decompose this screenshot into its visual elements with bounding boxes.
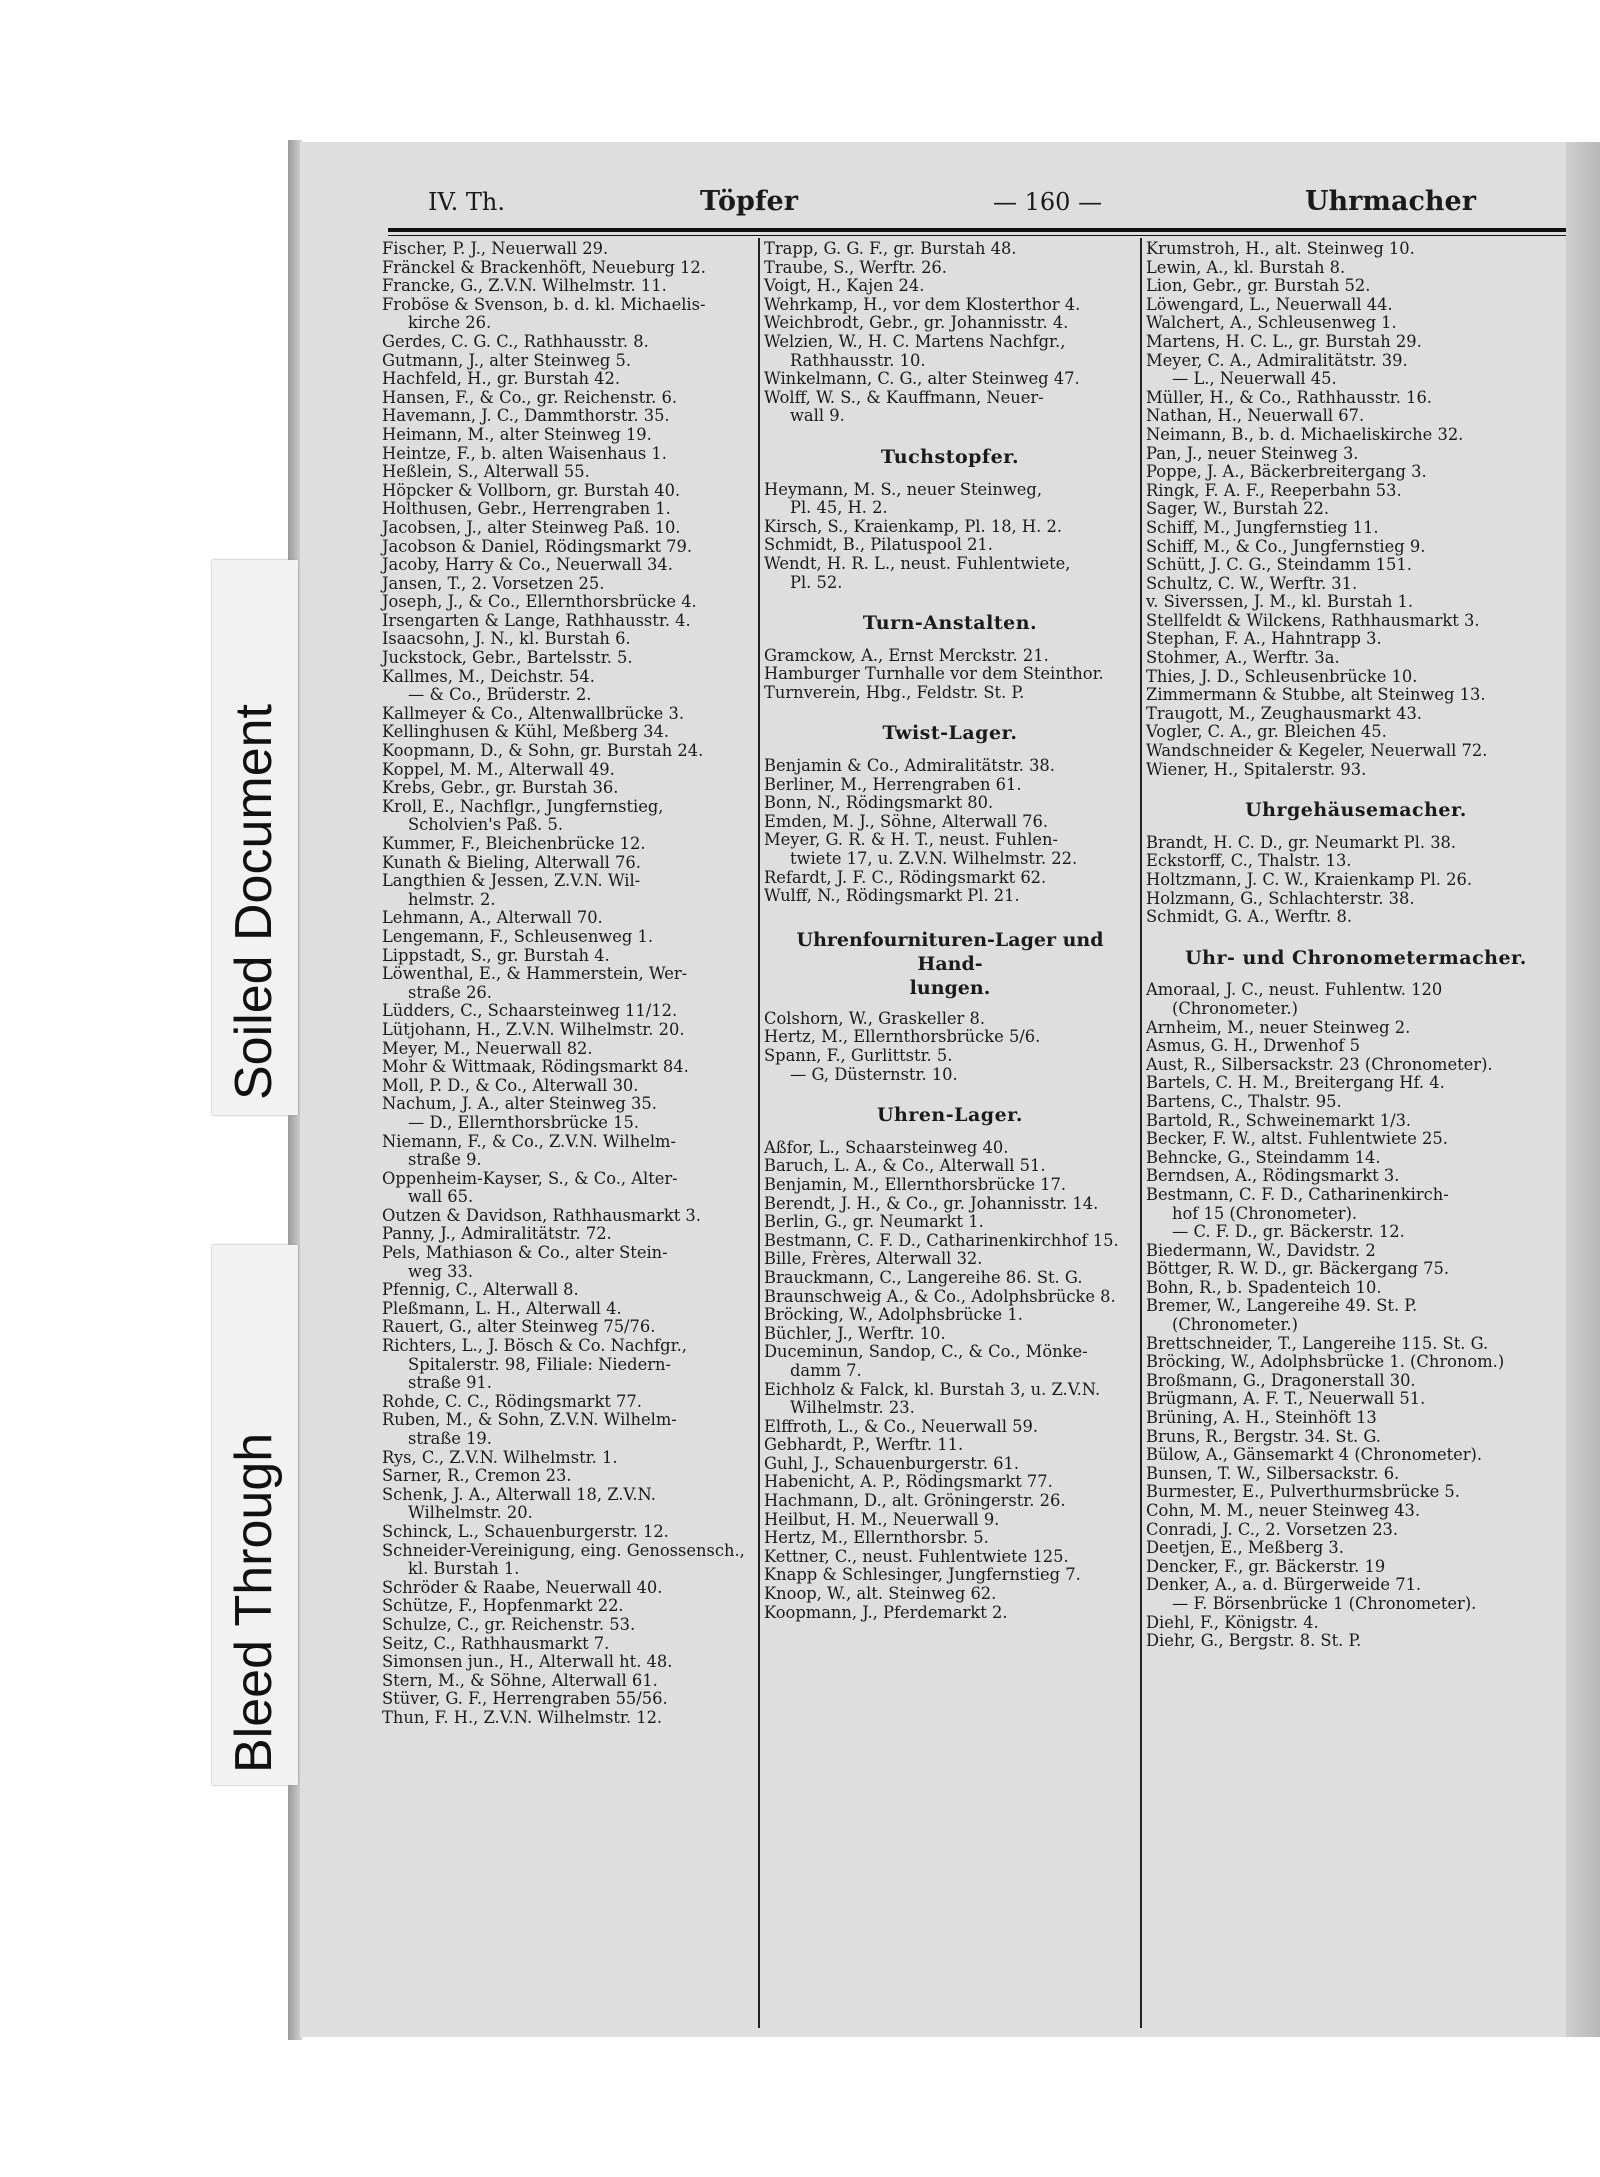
directory-entry: Burmester, E., Pulverthurmsbrücke 5. [1146, 1482, 1460, 1502]
directory-entry: Schiff, M., & Co., Jungfernstieg 9. [1146, 536, 1426, 556]
directory-entry: Brettschneider, T., Langereihe 115. St. G. [1146, 1333, 1489, 1353]
directory-entry: Dencker, F., gr. Bäckerstr. 19 [1146, 1556, 1386, 1576]
directory-entry: Becker, F. W., altst. Fuhlentwiete 25. [1146, 1129, 1448, 1149]
directory-entry: Berndsen, A., Rödingsmarkt 3. [1146, 1166, 1400, 1186]
directory-entry: Neimann, B., b. d. Michaeliskirche 32. [1146, 424, 1464, 444]
entry-continuation: Rathhausstr. 10. [790, 350, 926, 370]
entry-continuation: — D., Ellernthorsbrücke 15. [408, 1112, 640, 1132]
directory-entry: Weichbrodt, Gebr., gr. Johannisstr. 4. [764, 313, 1069, 333]
directory-entry: Outzen & Davidson, Rathhausmarkt 3. [382, 1205, 701, 1225]
category-heading: Tuchstopfer. [880, 445, 1020, 468]
entry-continuation: wall 9. [790, 406, 845, 426]
directory-entry: Lewin, A., kl. Burstah 8. [1146, 257, 1346, 277]
directory-entry: Lion, Gebr., gr. Burstah 52. [1146, 276, 1371, 296]
directory-entry: Voigt, H., Kajen 24. [764, 276, 925, 296]
entry-continuation: — & Co., Brüderstr. 2. [408, 685, 592, 705]
directory-entry: Spann, F., Gurlittstr. 5. [764, 1046, 953, 1065]
directory-entry: Traube, S., Werftr. 26. [764, 257, 947, 277]
part-label: IV. Th. [428, 188, 505, 216]
directory-entry: Knapp & Schlesinger, Jungfernstieg 7. [764, 1565, 1081, 1585]
directory-entry: Aßfor, L., Schaarsteinweg 40. [764, 1137, 1009, 1157]
directory-entry: Kellinghusen & Kühl, Meßberg 34. [382, 722, 670, 742]
directory-entry: Arnheim, M., neuer Steinweg 2. [1146, 1017, 1411, 1037]
directory-entry: Knoop, W., alt. Steinweg 62. [764, 1584, 997, 1604]
directory-entry: Joseph, J., & Co., Ellernthorsbrücke 4. [382, 592, 697, 612]
entry-continuation: Pl. 52. [790, 572, 843, 592]
directory-entry: Eichholz & Falck, kl. Burstah 3, u. Z.V.N. [764, 1379, 1101, 1399]
directory-entry: Berendt, J. H., & Co., gr. Johannisstr. 14. [764, 1193, 1099, 1213]
directory-entry: Hachmann, D., alt. Gröningerstr. 26. [764, 1491, 1066, 1511]
entry-continuation: — G, Düsternstr. 10. [790, 1064, 958, 1084]
directory-entry: Schütze, F., Hopfenmarkt 22. [382, 1596, 624, 1616]
directory-entry: Stohmer, A., Werftr. 3a. [1146, 648, 1340, 668]
directory-entry: Seitz, C., Rathhausmarkt 7. [382, 1633, 610, 1653]
category-heading: Uhren-Lager. [876, 1104, 1024, 1127]
directory-entry: Diehl, F., Königstr. 4. [1146, 1612, 1319, 1632]
entry-continuation: straße 19. [408, 1429, 492, 1448]
directory-entry: Lengemann, F., Schleusenweg 1. [382, 926, 654, 946]
directory-entry: Stellfeldt & Wilckens, Rathhausmarkt 3. [1146, 610, 1480, 630]
page-number: — 160 — [993, 188, 1103, 216]
directory-entry: Kunath & Bieling, Alterwall 76. [382, 852, 641, 872]
directory-entry: Irsengarten & Lange, Rathhausstr. 4. [382, 610, 691, 630]
directory-entry: Pleßmann, L. H., Alterwall 4. [382, 1298, 622, 1318]
directory-entry: Büchler, J., Werftr. 10. [764, 1323, 946, 1343]
directory-entry: Wolff, W. S., & Kauffmann, Neuer- [764, 387, 1044, 407]
entry-continuation: Scholvien's Paß. 5. [408, 815, 563, 835]
directory-entry: Schulze, C., gr. Reichenstr. 53. [382, 1614, 636, 1634]
directory-entry: Heilbut, H. M., Neuerwall 9. [764, 1509, 1000, 1529]
directory-entry: Rauert, G., alter Steinweg 75/76. [382, 1317, 656, 1337]
directory-entry: Nachum, J. A., alter Steinweg 35. [382, 1094, 657, 1114]
directory-entry: Thies, J. D., Schleusenbrücke 10. [1146, 666, 1418, 686]
directory-entry: Aust, R., Silbersackstr. 23 (Chronometer). [1146, 1054, 1493, 1074]
directory-entry: Schmidt, B., Pilatuspool 21. [764, 535, 993, 555]
directory-entry: Hachfeld, H., gr. Burstah 42. [382, 369, 621, 389]
directory-entry: Froböse & Svenson, b. d. kl. Michaelis- [382, 294, 706, 314]
directory-entry: Schenk, J. A., Alterwall 18, Z.V.N. [382, 1484, 656, 1504]
directory-entry: Moll, P. D., & Co., Alterwall 30. [382, 1075, 639, 1095]
entry-continuation: Pl. 45, H. 2. [790, 498, 888, 518]
bleed-through-tab [212, 1245, 298, 1785]
directory-entry: Walchert, A., Schleusenweg 1. [1146, 313, 1397, 333]
directory-entry: Bonn, N., Rödingsmarkt 80. [764, 793, 994, 813]
directory-entry: Trapp, G. G. F., gr. Burstah 48. [764, 239, 1017, 258]
directory-entry: Schiff, M., Jungfernstieg 11. [1146, 517, 1379, 537]
directory-entry: Berlin, G., gr. Neumarkt 1. [764, 1212, 984, 1232]
directory-entry: v. Siverssen, J. M., kl. Burstah 1. [1146, 592, 1414, 612]
directory-entry: Schinck, L., Schauenburgerstr. 12. [382, 1521, 669, 1541]
section-title-left: Töpfer [700, 186, 798, 217]
entry-continuation: — C. F. D., gr. Bäckerstr. 12. [1172, 1222, 1405, 1242]
directory-entry: Richters, L., J. Bösch & Co. Nachfgr., [382, 1336, 687, 1356]
directory-entry: Panny, J., Admiralitätstr. 72. [382, 1224, 612, 1244]
directory-entry: Hamburger Turnhalle vor dem Steinthor. [764, 664, 1104, 684]
category-heading: Uhrenfournituren-Lager und Hand- lungen. [796, 928, 1104, 999]
directory-entry: Braunschweig A., & Co., Adolphsbrücke 8. [764, 1286, 1116, 1306]
directory-entry: Duceminun, Sandop, C., & Co., Mönke- [764, 1342, 1088, 1362]
directory-entry: Schneider-Vereinigung, eing. Genossensch., [382, 1540, 745, 1560]
directory-entry: Schmidt, G. A., Werftr. 8. [1146, 907, 1353, 927]
category-heading: Twist-Lager. [882, 722, 1018, 745]
directory-entry: Havemann, J. C., Dammthorstr. 35. [382, 406, 670, 426]
directory-entry: Mohr & Wittmaak, Rödingsmarkt 84. [382, 1057, 689, 1077]
entry-continuation: twiete 17, u. Z.V.N. Wilhelmstr. 22. [790, 849, 1078, 869]
directory-entry: Sarner, R., Cremon 23. [382, 1466, 572, 1486]
directory-entry: Kroll, E., Nachflgr., Jungfernstieg, [382, 796, 664, 816]
directory-entry: Krebs, Gebr., gr. Burstah 36. [382, 778, 619, 798]
directory-entry: Löwengard, L., Neuerwall 44. [1146, 294, 1393, 314]
directory-entry: Francke, G., Z.V.N. Wilhelmstr. 11. [382, 276, 667, 296]
directory-entry: Wandschneider & Kegeler, Neuerwall 72. [1146, 741, 1488, 761]
directory-entry: Elffroth, L., & Co., Neuerwall 59. [764, 1416, 1039, 1436]
directory-entry: Bestmann, C. F. D., Catharinenkirch- [1146, 1184, 1449, 1204]
directory-entry: Koopmann, J., Pferdemarkt 2. [764, 1602, 1008, 1622]
directory-entry: Niemann, F., & Co., Z.V.N. Wilhelm- [382, 1131, 676, 1151]
column-separator-1 [758, 238, 760, 2028]
entry-continuation: kirche 26. [408, 313, 492, 333]
directory-column-2 [764, 240, 1136, 1622]
directory-entry: Pfennig, C., Alterwall 8. [382, 1280, 579, 1300]
directory-entry: Holthusen, Gebr., Herrengraben 1. [382, 499, 671, 519]
directory-entry: Stüver, G. F., Herrengraben 55/56. [382, 1689, 668, 1709]
directory-entry: Langthien & Jessen, Z.V.N. Wil- [382, 871, 641, 891]
directory-entry: Heimann, M., alter Steinweg 19. [382, 424, 652, 444]
directory-entry: Koppel, M. M., Alterwall 49. [382, 759, 615, 779]
directory-entry: Löwenthal, E., & Hammerstein, Wer- [382, 964, 688, 984]
directory-entry: Gramckow, A., Ernst Merckstr. 21. [764, 645, 1049, 665]
directory-entry: Pan, J., neuer Steinweg 3. [1146, 443, 1359, 463]
directory-entry: Bohn, R., b. Spadenteich 10. [1146, 1277, 1382, 1297]
directory-entry: Kallmeyer & Co., Altenwallbrücke 3. [382, 703, 685, 723]
directory-entry: Lehmann, A., Alterwall 70. [382, 908, 603, 928]
document-page [300, 142, 1580, 2037]
directory-entry: Baruch, L. A., & Co., Alterwall 51. [764, 1156, 1046, 1176]
bleed-through-label: Bleed Through [225, 1432, 283, 1773]
directory-entry: Kettner, C., neust. Fuhlentwiete 125. [764, 1546, 1069, 1566]
soiled-document-label: Soiled Document [225, 704, 283, 1100]
directory-entry: Pels, Mathiason & Co., alter Stein- [382, 1243, 668, 1263]
category-heading: Turn-Anstalten. [862, 612, 1038, 635]
directory-entry: Conradi, J. C., 2. Vorsetzen 23. [1146, 1519, 1399, 1539]
directory-entry: Heymann, M. S., neuer Steinweg, [764, 479, 1043, 499]
directory-entry: Wendt, H. R. L., neust. Fuhlentwiete, [764, 553, 1071, 573]
directory-entry: Wiener, H., Spitalerstr. 93. [1146, 759, 1367, 779]
directory-entry: Stern, M., & Söhne, Alterwall 61. [382, 1670, 658, 1690]
directory-entry: Holzmann, G., Schlachterstr. 38. [1146, 888, 1415, 908]
directory-entry: Lütjohann, H., Z.V.N. Wilhelmstr. 20. [382, 1019, 685, 1039]
directory-entry: Deetjen, E., Meßberg 3. [1146, 1538, 1344, 1558]
directory-entry: Guhl, J., Schauenburgerstr. 61. [764, 1453, 1020, 1473]
directory-entry: Biedermann, W., Davidstr. 2 [1146, 1240, 1376, 1260]
directory-entry: Turnverein, Hbg., Feldstr. St. P. [764, 682, 1025, 702]
entry-continuation: — L., Neuerwall 45. [1172, 369, 1337, 389]
directory-entry: Bruns, R., Bergstr. 34. St. G. [1146, 1426, 1381, 1446]
directory-entry: Brügmann, A. F. T., Neuerwall 51. [1146, 1389, 1426, 1409]
entry-continuation: hof 15 (Chronometer). [1172, 1203, 1358, 1223]
entry-continuation: damm 7. [790, 1360, 862, 1380]
directory-entry: Heintze, F., b. alten Waisenhaus 1. [382, 443, 667, 463]
directory-entry: Refardt, J. F. C., Rödingsmarkt 62. [764, 867, 1047, 887]
directory-entry: Bröcking, W., Adolphsbrücke 1. (Chronom.) [1146, 1352, 1505, 1372]
directory-entry: Asmus, G. H., Drwenhof 5 [1146, 1036, 1360, 1056]
directory-entry: Juckstock, Gebr., Bartelsstr. 5. [382, 648, 633, 668]
directory-entry: Schütt, J. C. G., Steindamm 151. [1146, 555, 1412, 575]
directory-entry: Kallmes, M., Deichstr. 54. [382, 666, 595, 686]
directory-entry: Jansen, T., 2. Vorsetzen 25. [382, 573, 605, 593]
directory-entry: Berliner, M., Herrengraben 61. [764, 774, 1022, 794]
directory-entry: Ringk, F. A. F., Reeperbahn 53. [1146, 480, 1402, 500]
directory-entry: Habenicht, A. P., Rödingsmarkt 77. [764, 1472, 1053, 1492]
directory-entry: Denker, A., a. d. Bürgerweide 71. [1146, 1575, 1422, 1595]
directory-entry: Hertz, M., Ellernthorsbr. 5. [764, 1528, 989, 1548]
entry-continuation: — F. Börsenbrücke 1 (Chronometer). [1172, 1593, 1477, 1613]
directory-entry: Rohde, C. C., Rödingsmarkt 77. [382, 1391, 642, 1411]
directory-entry: Diehr, G., Bergstr. 8. St. P. [1146, 1631, 1362, 1651]
entry-continuation: straße 26. [408, 982, 492, 1002]
header-rule-thin [388, 235, 1580, 236]
directory-entry: Martens, H. C. L., gr. Burstah 29. [1146, 331, 1422, 351]
directory-entry: Bremer, W., Langereihe 49. St. P. [1146, 1296, 1418, 1316]
directory-entry: Krumstroh, H., alt. Steinweg 10. [1146, 239, 1415, 258]
directory-entry: Müller, H., & Co., Rathhausstr. 16. [1146, 387, 1432, 407]
directory-entry: Bröcking, W., Adolphsbrücke 1. [764, 1305, 1023, 1325]
directory-entry: Ruben, M., & Sohn, Z.V.N. Wilhelm- [382, 1410, 677, 1430]
directory-entry: Isaacsohn, J. N., kl. Burstah 6. [382, 629, 631, 649]
entry-continuation: Wilhelmstr. 23. [790, 1398, 915, 1418]
directory-entry: Wehrkamp, H., vor dem Klosterthor 4. [764, 294, 1081, 314]
entry-continuation: kl. Burstah 1. [408, 1559, 520, 1579]
entry-continuation: straße 9. [408, 1150, 482, 1170]
directory-entry: Fränckel & Brackenhöft, Neueburg 12. [382, 257, 706, 277]
directory-entry: Bartels, C. H. M., Breitergang Hf. 4. [1146, 1073, 1445, 1093]
page-header [428, 184, 1508, 222]
directory-entry: Zimmermann & Stubbe, alt Steinweg 13. [1146, 685, 1486, 705]
directory-entry: Hertz, M., Ellernthorsbrücke 5/6. [764, 1027, 1041, 1047]
directory-entry: Holtzmann, J. C. W., Kraienkamp Pl. 26. [1146, 870, 1473, 889]
directory-entry: Benjamin & Co., Admiralitätstr. 38. [764, 756, 1055, 776]
directory-entry: Lüdders, C., Schaarsteinweg 11/12. [382, 1001, 678, 1021]
directory-entry: Jacoby, Harry & Co., Neuerwall 34. [382, 555, 673, 575]
directory-entry: Bunsen, T. W., Silbersackstr. 6. [1146, 1463, 1400, 1483]
directory-entry: Schultz, C. W., Werftr. 31. [1146, 573, 1358, 593]
directory-entry: Schröder & Raabe, Neuerwall 40. [382, 1577, 663, 1597]
directory-entry: Brandt, H. C. D., gr. Neumarkt Pl. 38. [1146, 832, 1457, 852]
directory-entry: Vogler, C. A., gr. Bleichen 45. [1146, 722, 1387, 742]
directory-entry: Kummer, F., Bleichenbrücke 12. [382, 834, 646, 853]
directory-entry: Meyer, G. R. & H. T., neust. Fuhlen- [764, 830, 1059, 850]
directory-column-1 [382, 240, 752, 1728]
directory-entry: Bülow, A., Gänsemarkt 4 (Chronometer). [1146, 1445, 1483, 1465]
directory-entry: Behncke, G., Steindamm 14. [1146, 1147, 1381, 1167]
directory-entry: Meyer, M., Neuerwall 82. [382, 1038, 593, 1058]
entry-continuation: Spitalerstr. 98, Filiale: Niedern- [408, 1354, 672, 1374]
directory-entry: Kirsch, S., Kraienkamp, Pl. 18, H. 2. [764, 516, 1062, 536]
directory-entry: Traugott, M., Zeughausmarkt 43. [1146, 703, 1422, 723]
directory-entry: Heßlein, S., Alterwall 55. [382, 462, 590, 482]
directory-entry: Bartens, C., Thalstr. 95. [1146, 1091, 1342, 1111]
soiled-document-tab [212, 560, 298, 1115]
directory-column-3 [1146, 240, 1566, 1651]
directory-entry: Colshorn, W., Graskeller 8. [764, 1008, 986, 1028]
directory-entry: Benjamin, M., Ellernthorsbrücke 17. [764, 1174, 1067, 1194]
directory-entry: Simonsen jun., H., Alterwall ht. 48. [382, 1652, 673, 1672]
directory-entry: Eckstorff, C., Thalstr. 13. [1146, 851, 1352, 871]
section-title-right: Uhrmacher [1305, 186, 1476, 217]
entry-continuation: wall 65. [408, 1187, 474, 1207]
directory-entry: Winkelmann, C. G., alter Steinweg 47. [764, 369, 1080, 389]
directory-entry: Bartold, R., Schweinemarkt 1/3. [1146, 1110, 1412, 1130]
header-rule [388, 228, 1580, 232]
directory-entry: Gutmann, J., alter Steinweg 5. [382, 350, 632, 370]
column-separator-2 [1140, 238, 1142, 2028]
entry-continuation: (Chronometer.) [1172, 998, 1298, 1018]
directory-entry: Rys, C., Z.V.N. Wilhelmstr. 1. [382, 1447, 618, 1467]
adjacent-page-edge [1566, 142, 1600, 2037]
entry-continuation: (Chronometer.) [1172, 1315, 1298, 1335]
directory-entry: Stephan, F. A., Hahntrapp 3. [1146, 629, 1382, 649]
category-heading: Uhrgehäusemacher. [1245, 799, 1467, 822]
directory-entry: Koopmann, D., & Sohn, gr. Burstah 24. [382, 741, 704, 761]
entry-continuation: straße 91. [408, 1373, 492, 1393]
directory-entry: Wulff, N., Rödingsmarkt Pl. 21. [764, 886, 1020, 906]
directory-entry: Oppenheim-Kayser, S., & Co., Alter- [382, 1168, 678, 1188]
directory-entry: Meyer, C. A., Admiralitätstr. 39. [1146, 350, 1408, 370]
directory-entry: Brüning, A. H., Steinhöft 13 [1146, 1408, 1377, 1428]
directory-entry: Broßmann, G., Dragonerstall 30. [1146, 1370, 1416, 1390]
entry-continuation: Wilhelmstr. 20. [408, 1503, 533, 1523]
directory-entry: Poppe, J. A., Bäckerbreitergang 3. [1146, 462, 1427, 482]
directory-entry: Sager, W., Burstah 22. [1146, 499, 1330, 519]
directory-entry: Welzien, W., H. C. Martens Nachfgr., [764, 331, 1066, 351]
directory-entry: Emden, M. J., Söhne, Alterwall 76. [764, 811, 1048, 831]
directory-entry: Gerdes, C. G. C., Rathhausstr. 8. [382, 331, 649, 351]
directory-entry: Gebhardt, P., Werftr. 11. [764, 1435, 964, 1455]
directory-entry: Fischer, P. J., Neuerwall 29. [382, 239, 609, 258]
directory-entry: Cohn, M. M., neuer Steinweg 43. [1146, 1501, 1421, 1520]
entry-continuation: helmstr. 2. [408, 889, 496, 909]
directory-entry: Böttger, R. W. D., gr. Bäckergang 75. [1146, 1259, 1450, 1279]
directory-entry: Hansen, F., & Co., gr. Reichenstr. 6. [382, 387, 678, 407]
directory-entry: Jacobsen, J., alter Steinweg Paß. 10. [382, 517, 681, 537]
directory-entry: Bestmann, C. F. D., Catharinenkirchhof 15. [764, 1230, 1119, 1250]
directory-entry: Brauckmann, C., Langereihe 86. St. G. [764, 1267, 1083, 1287]
directory-entry: Thun, F. H., Z.V.N. Wilhelmstr. 12. [382, 1707, 663, 1727]
entry-continuation: weg 33. [408, 1261, 474, 1281]
directory-entry: Höpcker & Vollborn, gr. Burstah 40. [382, 480, 681, 500]
directory-entry: Lippstadt, S., gr. Burstah 4. [382, 945, 610, 965]
directory-entry: Amoraal, J. C., neust. Fuhlentw. 120 [1146, 980, 1443, 1000]
directory-entry: Bille, Frères, Alterwall 32. [764, 1249, 983, 1269]
directory-entry: Nathan, H., Neuerwall 67. [1146, 406, 1365, 426]
category-heading: Uhr- und Chronometermacher. [1185, 946, 1527, 969]
directory-entry: Jacobson & Daniel, Rödingsmarkt 79. [382, 536, 693, 556]
